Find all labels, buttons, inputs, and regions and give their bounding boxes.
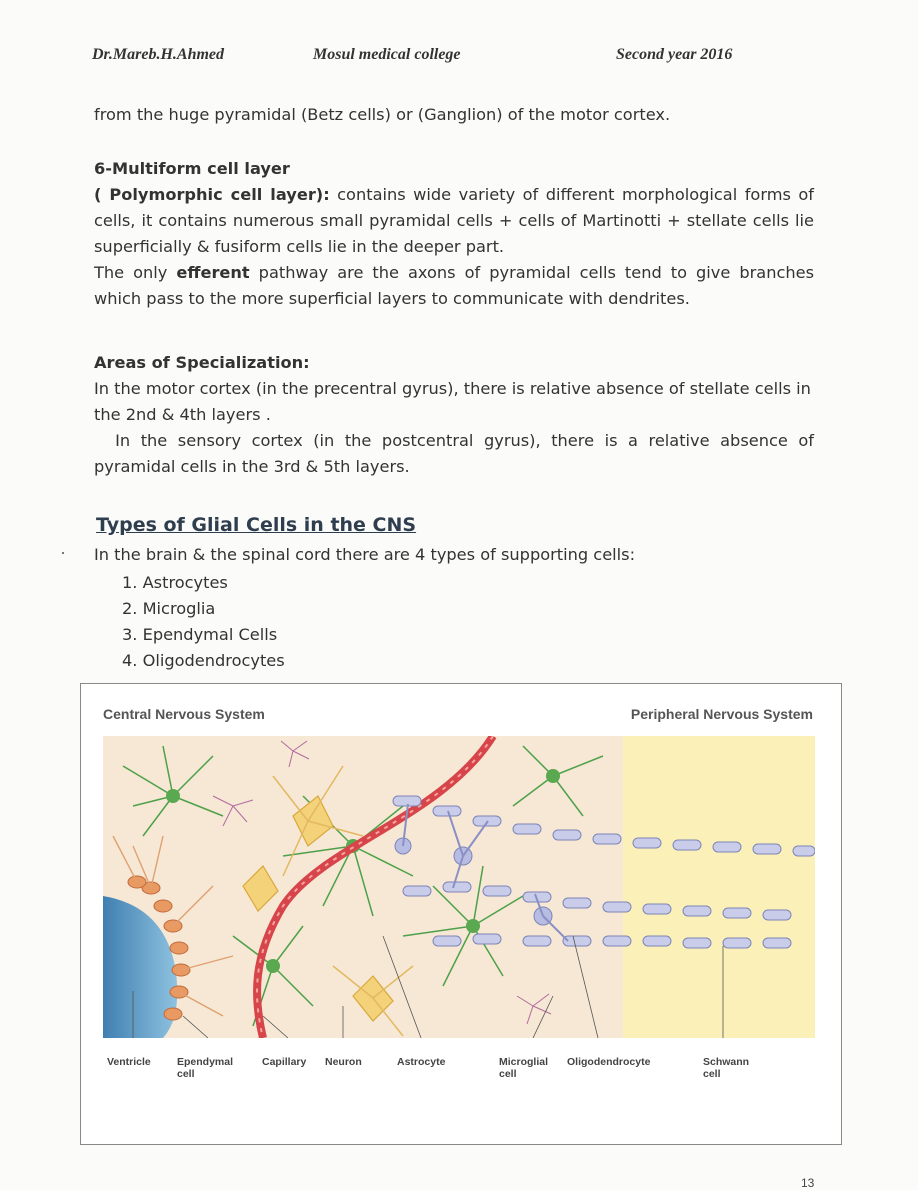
specialization-para2: In the sensory cortex (in the postcentral gyrus), there is a relative absence of pyramidal cells in the 3rd & 5th layers. [94, 431, 820, 476]
list-item: 4. Oligodendrocytes [122, 651, 285, 670]
label-microglial [499, 1056, 548, 1080]
specialization-heading: Areas of Specialization: [94, 353, 310, 372]
pns-background [623, 736, 815, 1038]
cns-title: Central Nervous System [103, 706, 265, 722]
glial-figure [80, 683, 842, 1145]
pns-title: Peripheral Nervous System [630, 706, 813, 722]
label-ependymal-line2: cell [177, 1068, 195, 1080]
label-schwann-line2: cell [703, 1068, 721, 1080]
label-oligodendrocyte: Oligodendrocyte [567, 1056, 651, 1068]
efferent-text-c: pathway are the axons of pyramidal cells tend to give branches which pass to the more superficial layers to communicate with dendrites. [94, 263, 815, 308]
multiform-subheading: ( Polymorphic cell layer): [94, 185, 330, 204]
stray-dot [62, 552, 64, 554]
label-neuron: Neuron [325, 1056, 362, 1068]
label-astrocyte: Astrocyte [397, 1056, 446, 1068]
glial-illustration [103, 736, 815, 1038]
label-microglial-line1: Microglial [499, 1056, 549, 1068]
label-ependymal [177, 1056, 233, 1080]
multiform-text: contains wide variety of different morphological forms of cells, it contains numerous small pyramidal cells + cells of Martinotti + stellate cells lie superficially & fusiform cells lie in the deeper part. [94, 185, 814, 256]
label-schwann [703, 1056, 749, 1080]
list-item: 2. Microglia [122, 599, 216, 618]
header-year: Second year 2016 [616, 46, 733, 63]
list-item: 3. Ependymal Cells [122, 625, 278, 644]
label-ependymal-line1: Ependymal [177, 1056, 234, 1068]
label-microglial-line2: cell [499, 1068, 517, 1080]
glial-intro: In the brain & the spinal cord there are 4 types of supporting cells: [94, 545, 636, 564]
specialization-para1: In the motor cortex (in the precentral gyrus), there is relative absence of stellate cells in the 2nd & 4th layers . [94, 379, 811, 424]
efferent-paragraph [94, 260, 814, 312]
efferent-text-a: The only [94, 263, 177, 282]
specialization-section [94, 350, 820, 480]
efferent-term: efferent [176, 263, 250, 282]
multiform-paragraph [94, 182, 814, 260]
label-ventricle: Ventricle [107, 1056, 151, 1068]
intro-line: from the huge pyramidal (Betz cells) or (Ganglion) of the motor cortex. [94, 105, 671, 124]
multiform-section [94, 156, 814, 312]
multiform-heading: 6-Multiform cell layer [94, 159, 290, 178]
header-author: Dr.Mareb.H.Ahmed [92, 46, 225, 63]
header-college: Mosul medical college [313, 46, 461, 63]
glial-list [122, 570, 285, 674]
page-number: 13 [801, 1176, 815, 1190]
label-schwann-line1: Schwann [703, 1056, 750, 1068]
list-item: 1. Astrocytes [122, 573, 228, 592]
glial-heading: Types of Glial Cells in the CNS [96, 514, 417, 536]
label-capillary: Capillary [262, 1056, 307, 1068]
